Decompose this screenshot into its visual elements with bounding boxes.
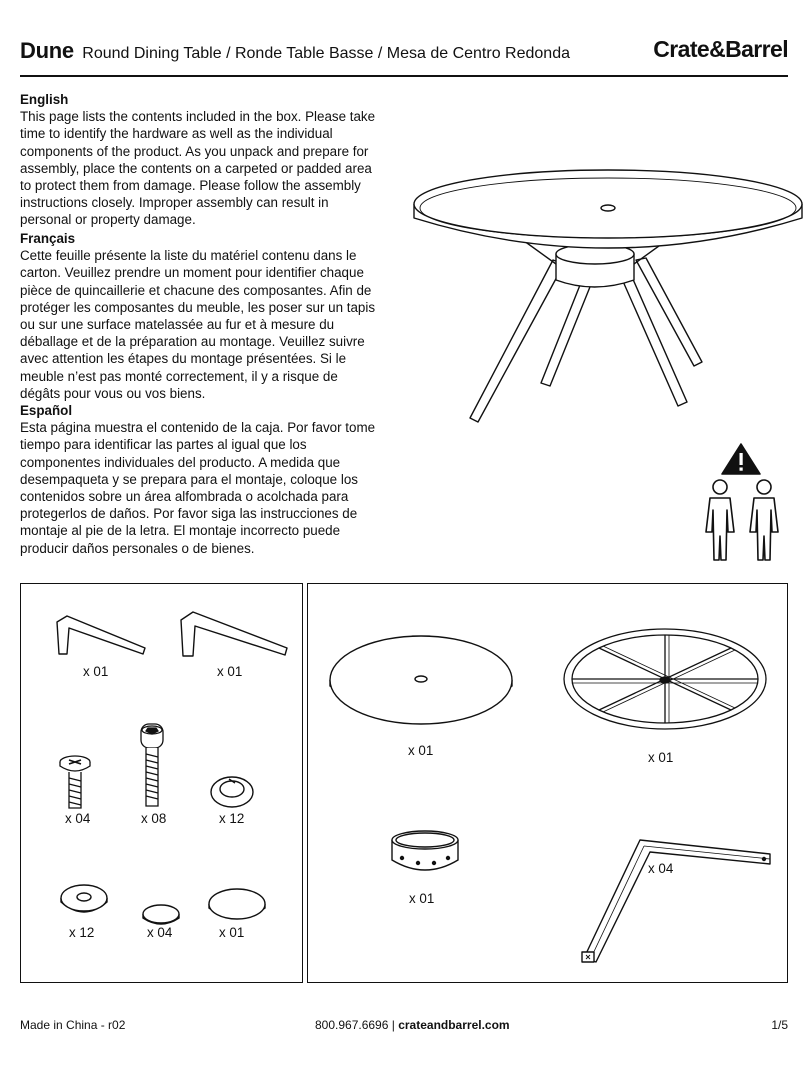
section-body: Cette feuille présente la liste du matériel contenu dans le carton. Veuillez prendre un moment pour identifier chaque pièce de quincaillerie et chacune des composantes. Afin de protéger les composantes du meuble, les poser sur un tapis ou sur une surface matelassée au fur et à mesure du déballage et de la préparation au montage. Veuillez suivre avec attention les étapes du montage présentées. Si le meuble n’est pas monté correctement, il y a risque de dégâts pour vous ou vos biens. <box>20 248 376 401</box>
section-heading: Español <box>20 403 73 418</box>
short-bolt <box>57 754 97 814</box>
glass-top-qty: x 01 <box>408 743 434 758</box>
header <box>20 38 788 74</box>
long-bolt <box>135 722 175 812</box>
allen-key-small-qty: x 01 <box>83 664 109 679</box>
felt-pad <box>205 886 269 926</box>
cap-qty: x 04 <box>147 925 173 940</box>
section-body: This page lists the contents included in the box. Please take time to identify the hardware as well as the individual components of the product. As you unpack and prepare for assembly, place the contents on a carpeted or padded area to protect them from damage. Please follow the assembly instructions closely. Improper assembly can result in personal or property damage. <box>20 109 376 228</box>
section-francais <box>20 230 380 402</box>
section-heading: English <box>20 92 69 107</box>
footer-origin: Made in China - r02 <box>20 1018 126 1032</box>
allen-key-large-qty: x 01 <box>217 664 243 679</box>
brand-logo: Crate&Barrel <box>653 36 788 62</box>
product-name: Dune <box>20 38 74 63</box>
document-title <box>20 38 570 64</box>
section-espanol <box>20 402 380 557</box>
footer-page-number: 1/5 <box>771 1018 788 1032</box>
warning-triangle-icon <box>722 444 760 474</box>
flat-washer <box>57 882 111 918</box>
person-icon <box>706 480 734 560</box>
section-english <box>20 91 380 229</box>
components-panel <box>307 583 788 983</box>
footer-contact <box>315 1018 510 1032</box>
felt-pad-qty: x 01 <box>219 925 245 940</box>
two-person-warning <box>690 440 800 570</box>
flat-washer-qty: x 12 <box>69 925 95 940</box>
table-leg <box>574 824 774 964</box>
hardware-panel <box>20 583 303 983</box>
center-ring-qty: x 01 <box>409 891 435 906</box>
product-subtitle: Round Dining Table / Ronde Table Basse / Mesa de Centro Redonda <box>82 45 570 62</box>
long-bolt-qty: x 08 <box>141 811 167 826</box>
header-divider <box>20 75 788 77</box>
section-heading: Français <box>20 231 76 246</box>
table-leg-qty: x 04 <box>648 861 674 876</box>
table-frame-qty: x 01 <box>648 750 674 765</box>
lock-washer-qty: x 12 <box>219 811 245 826</box>
footer-phone: 800.967.6696 | <box>315 1018 399 1032</box>
section-body: Esta página muestra el contenido de la caja. Por favor tome tiempo para identificar las partes al igual que los componentes individuales del producto. A medida que desempaqueta y se prepara para el montaje, coloque los contenidos sobre un área alfombrada o acolchada para protegerlos de daños. Por favor siga las instrucciones de montaje al pie de la letra. El montaje incorrecto puede producir daños personales o de bienes. <box>20 420 376 556</box>
table-illustration <box>408 168 808 438</box>
footer-website-link[interactable]: crateandbarrel.com <box>398 1018 510 1032</box>
table-frame <box>560 624 770 734</box>
glass-top <box>326 630 516 730</box>
allen-key-small <box>53 614 153 659</box>
short-bolt-qty: x 04 <box>65 811 91 826</box>
allen-key-large <box>177 610 292 660</box>
person-icon <box>750 480 778 560</box>
lock-washer <box>207 774 257 810</box>
center-ring <box>388 828 462 878</box>
